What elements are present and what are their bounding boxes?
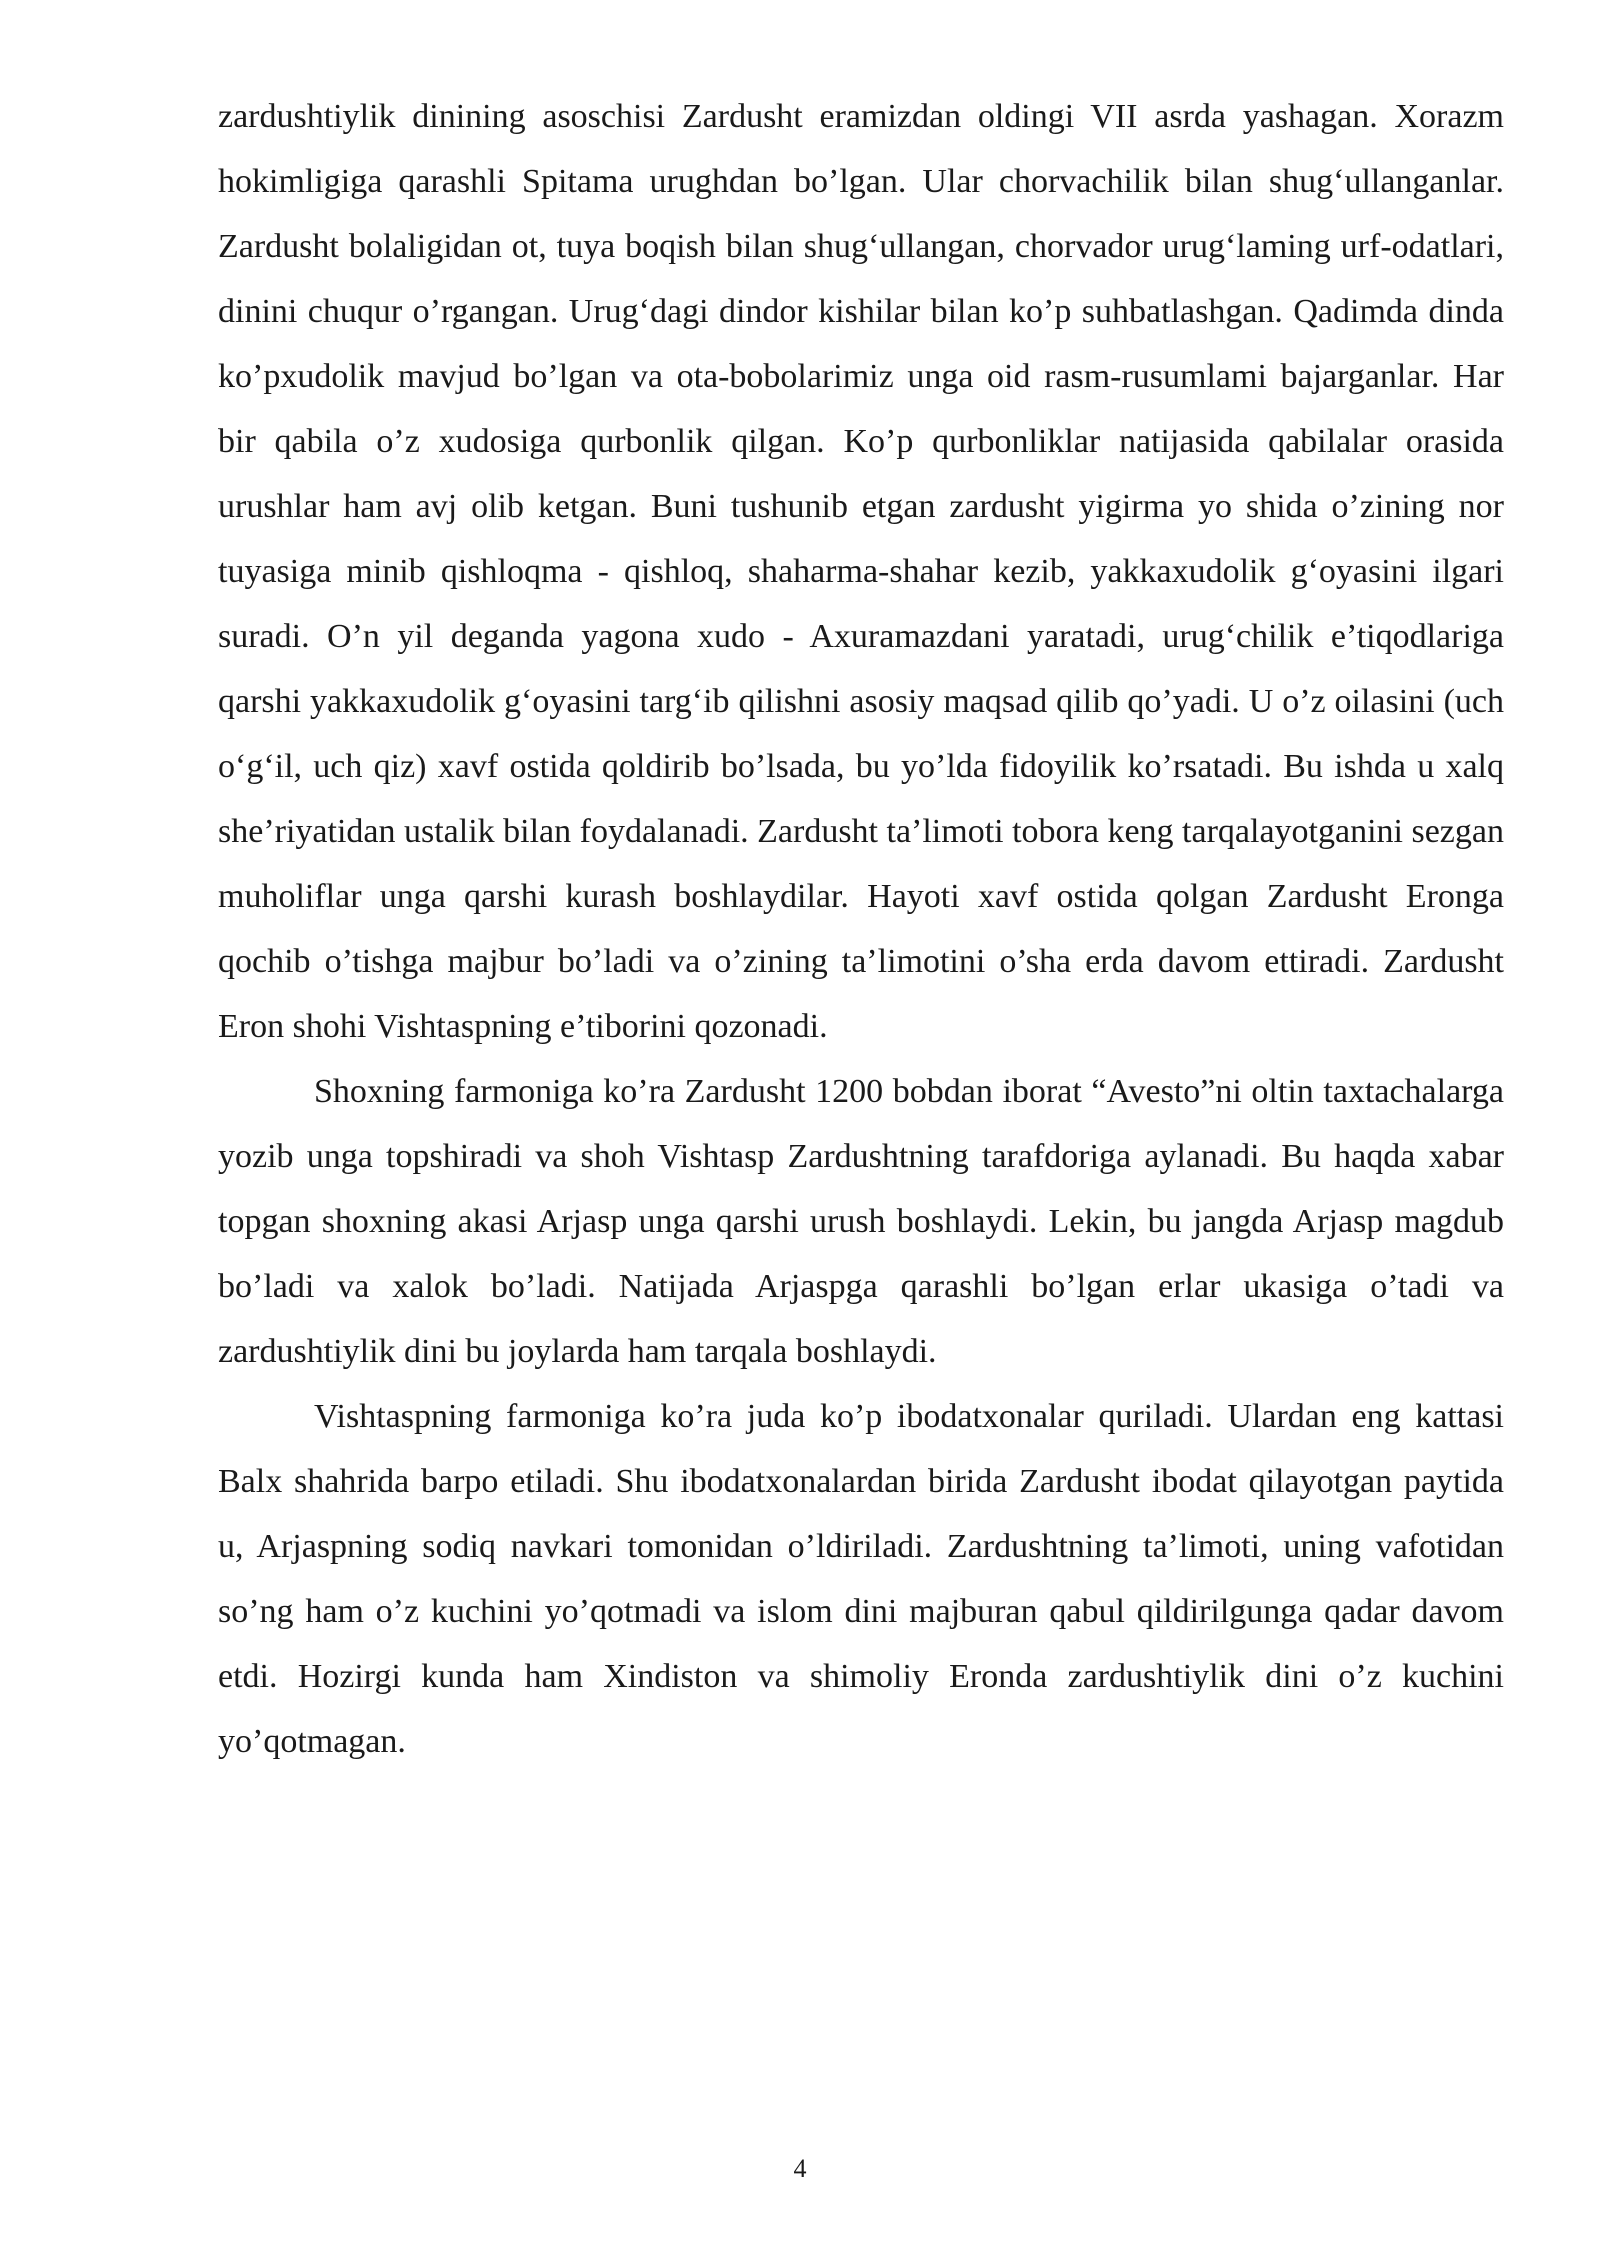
paragraph-2: Shoxning farmoniga ko’ra Zardusht 1200 bobdan iborat “Avesto”ni oltin taxtachalarga yozib unga topshiradi va shoh Vishtasp Zardushtning tarafdoriga aylanadi. Bu haqda xabar topgan shoxning akasi Arjasp unga qarshi urush boshlaydi. Lekin, bu jangda Arjasp magdub bo’ladi va xalok bo’ladi. Natijada Arjaspga qarashli bo’lgan erlar ukasiga o’tadi va zardushtiylik dini bu joylarda ham tarqala boshlaydi.	[218, 1073, 1504, 1370]
page-number: 4	[793, 2154, 807, 2183]
paragraph-3: Vishtaspning farmoniga ko’ra juda ko’p ibodatxonalar quriladi. Ulardan eng kattasi Balx shahrida barpo etiladi. Shu ibodatxonalardan birida Zardusht ibodat qilayotgan paytida u, Arjaspning sodiq navkari tomonidan o’ldiriladi. Zardushtning ta’limoti, uning vafotidan so’ng ham o’z kuchini yo’qotmadi va islom dini majburan qabul qildirilgunga qadar davom etdi. Hozirgi kunda ham Xindiston va shimoliy Eronda zardushtiylik dini o’z kuchini yo’qotmagan.	[218, 1398, 1504, 1760]
body-text	[218, 84, 1504, 1774]
paragraph-1: zardushtiylik dinining asoschisi Zardusht eramizdan oldingi VII asrda yashagan. Xorazm hokimligiga qarashli Spitama urughdan bo’lgan. Ular chorvachilik bilan shug‘ullanganlar. Zardusht bolaligidan ot, tuya boqish bilan shug‘ullangan, chorvador urug‘laming urf-odatlari, dinini chuqur o’rgangan. Urug‘dagi dindor kishilar bilan ko’p suhbatlashgan. Qadimda dinda ko’pxudolik mavjud bo’lgan va ota-bobolarimiz unga oid rasm-rusumlami bajarganlar. Har bir qabila o’z xudosiga qurbonlik qilgan. Ko’p qurbonliklar natijasida qabilalar orasida urushlar ham avj olib ketgan. Buni tushunib etgan zardusht yigirma yo shida o’zining nor tuyasiga minib qishloqma - qishloq, shaharma-shahar kezib, yakkaxudolik g‘oyasini ilgari suradi. O’n yil deganda yagona xudo - Axuramazdani yaratadi, urug‘chilik e’tiqodlariga qarshi yakkaxudolik g‘oyasini targ‘ib qilishni asosiy maqsad qilib qo’yadi. U o’z oilasini (uch o‘g‘il, uch qiz) xavf ostida qoldirib bo’lsada, bu yo’lda fidoyilik ko’rsatadi. Bu ishda u xalq she’riyatidan ustalik bilan foydalanadi. Zardusht ta’limoti tobora keng tarqalayotganini sezgan muholiflar unga qarshi kurash boshlaydilar. Hayoti xavf ostida qolgan Zardusht Eronga qochib o’tishga majbur bo’ladi va o’zining ta’limotini o’sha erda davom ettiradi. Zardusht Eron shohi Vishtaspning e’tiborini qozonadi.	[218, 98, 1504, 1045]
